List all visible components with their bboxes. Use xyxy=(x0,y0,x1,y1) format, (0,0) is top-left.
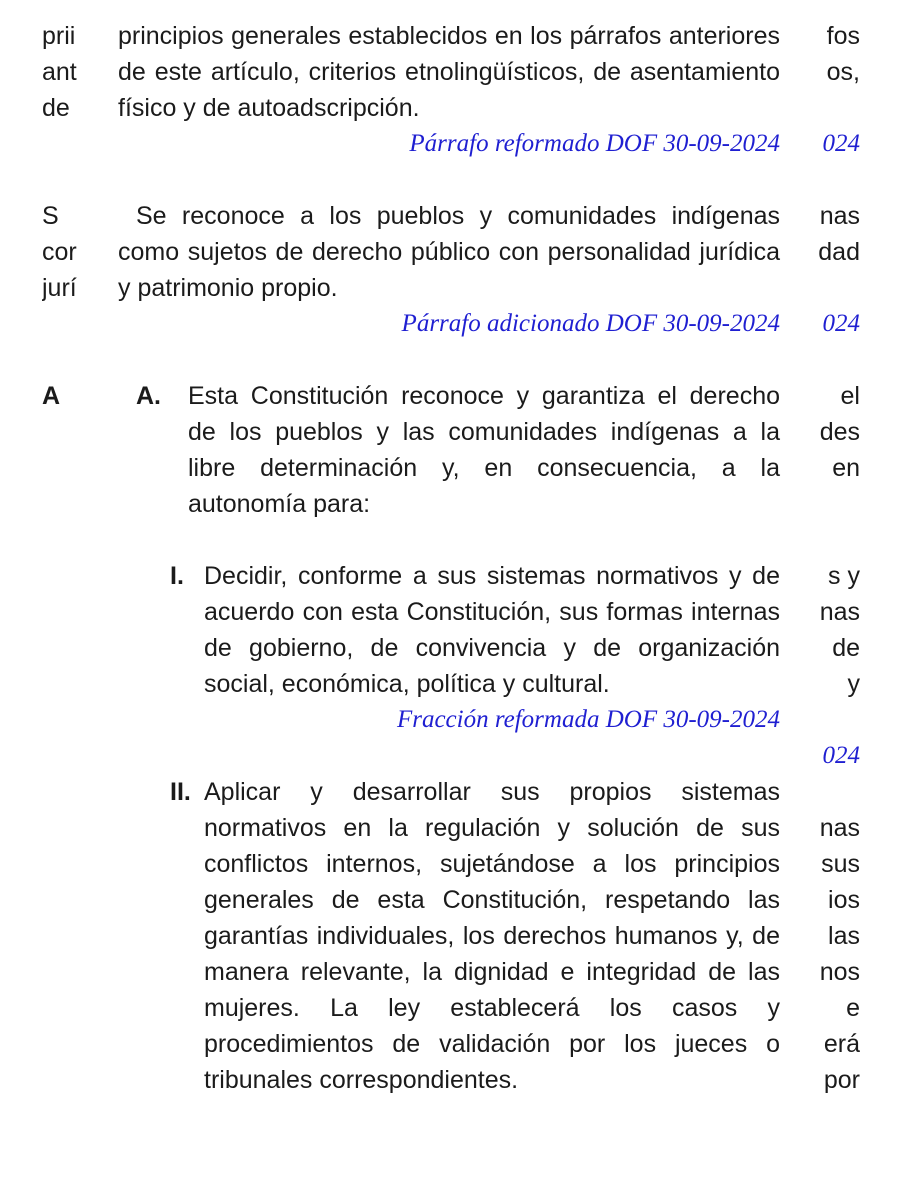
left-column-fragment xyxy=(42,18,88,1118)
right-edge-text-fragment: erá xyxy=(823,1030,860,1058)
right-edge-text-fragment: ios xyxy=(828,886,860,914)
right-edge-text-fragment: 024 xyxy=(822,130,860,157)
left-edge-text-fragment: S xyxy=(42,202,59,230)
section-a xyxy=(118,378,780,522)
left-edge-text-fragment: ant xyxy=(42,58,77,86)
paragraph-2-text: Se reconoce a los pueblos y comunidades indígenas como sujetos de derecho público con personalidad jurídica y patrimonio propio. xyxy=(118,202,780,302)
fraction-i-text: Decidir, conforme a sus sistemas normativos y de acuerdo con esta Constitución, sus formas internas de gobierno, de convivencia y de organización social, económica, política y cultural. xyxy=(204,562,780,698)
right-edge-text-fragment: sus xyxy=(821,850,860,878)
left-edge-text-fragment: prii xyxy=(42,22,76,50)
paragraph-1-text: principios generales establecidos en los párrafos anteriores de este artículo, criterios etnolingüísticos, de asentamiento físico y de autoadscripción. xyxy=(118,22,780,122)
right-edge-text-fragment: nos xyxy=(819,958,860,986)
document-column xyxy=(118,18,780,1098)
left-edge-text-fragment: de xyxy=(42,94,70,122)
fraction-ii-label: II. xyxy=(170,778,191,806)
section-a-label: A. xyxy=(136,382,161,410)
left-edge-text-fragment: A xyxy=(42,382,61,410)
fraction-ii xyxy=(170,774,780,1098)
right-edge-text-fragment: el xyxy=(840,382,860,410)
fraction-ii-text: Aplicar y desarrollar sus propios sistemas normativos en la regulación y solución de sus conflictos internos, sujetándose a los principios generales de esta Constitución, respetando las garantías individuales, los derechos humanos y, de manera relevante, la dignidad e integridad de las mujeres. La ley establecerá los casos y procedimientos de validación por los jueces o tribunales correspondientes. xyxy=(204,778,780,1094)
fraction-i-amendment-note: Fracción reformada DOF 30-09-2024 xyxy=(396,706,780,733)
left-edge-text-fragment: jurí xyxy=(42,274,77,302)
right-edge-text-fragment: y xyxy=(847,670,860,698)
right-edge-text-fragment: dad xyxy=(818,238,860,266)
right-edge-text-fragment: fos xyxy=(826,22,860,50)
fraction-i-label: I. xyxy=(170,562,184,590)
right-edge-text-fragment: 024 xyxy=(822,742,860,769)
right-column-fragment xyxy=(812,18,860,1118)
paragraph-1-amendment-note: Párrafo reformado DOF 30-09-2024 xyxy=(409,130,780,157)
right-edge-text-fragment: las xyxy=(828,922,860,950)
right-edge-text-fragment: por xyxy=(823,1066,860,1094)
right-edge-text-fragment: en xyxy=(832,454,860,482)
fraction-i xyxy=(170,558,780,702)
right-edge-text-fragment: de xyxy=(832,634,860,662)
right-edge-text-fragment: s y xyxy=(828,562,860,590)
right-edge-text-fragment: nas xyxy=(819,814,860,842)
right-edge-text-fragment: nas xyxy=(819,598,860,626)
paragraph-2-amendment-note: Párrafo adicionado DOF 30-09-2024 xyxy=(401,310,780,337)
left-edge-text-fragment: cor xyxy=(42,238,77,266)
right-edge-text-fragment: os, xyxy=(826,58,860,86)
right-edge-text-fragment: e xyxy=(846,994,860,1022)
section-a-text: Esta Constitución reconoce y garantiza el derecho de los pueblos y las comunidades indígenas a la libre determinación y, en consecuencia, a la autonomía para: xyxy=(188,382,780,518)
right-edge-text-fragment: nas xyxy=(819,202,860,230)
right-edge-text-fragment: 024 xyxy=(822,310,860,337)
right-edge-text-fragment: des xyxy=(819,418,860,446)
